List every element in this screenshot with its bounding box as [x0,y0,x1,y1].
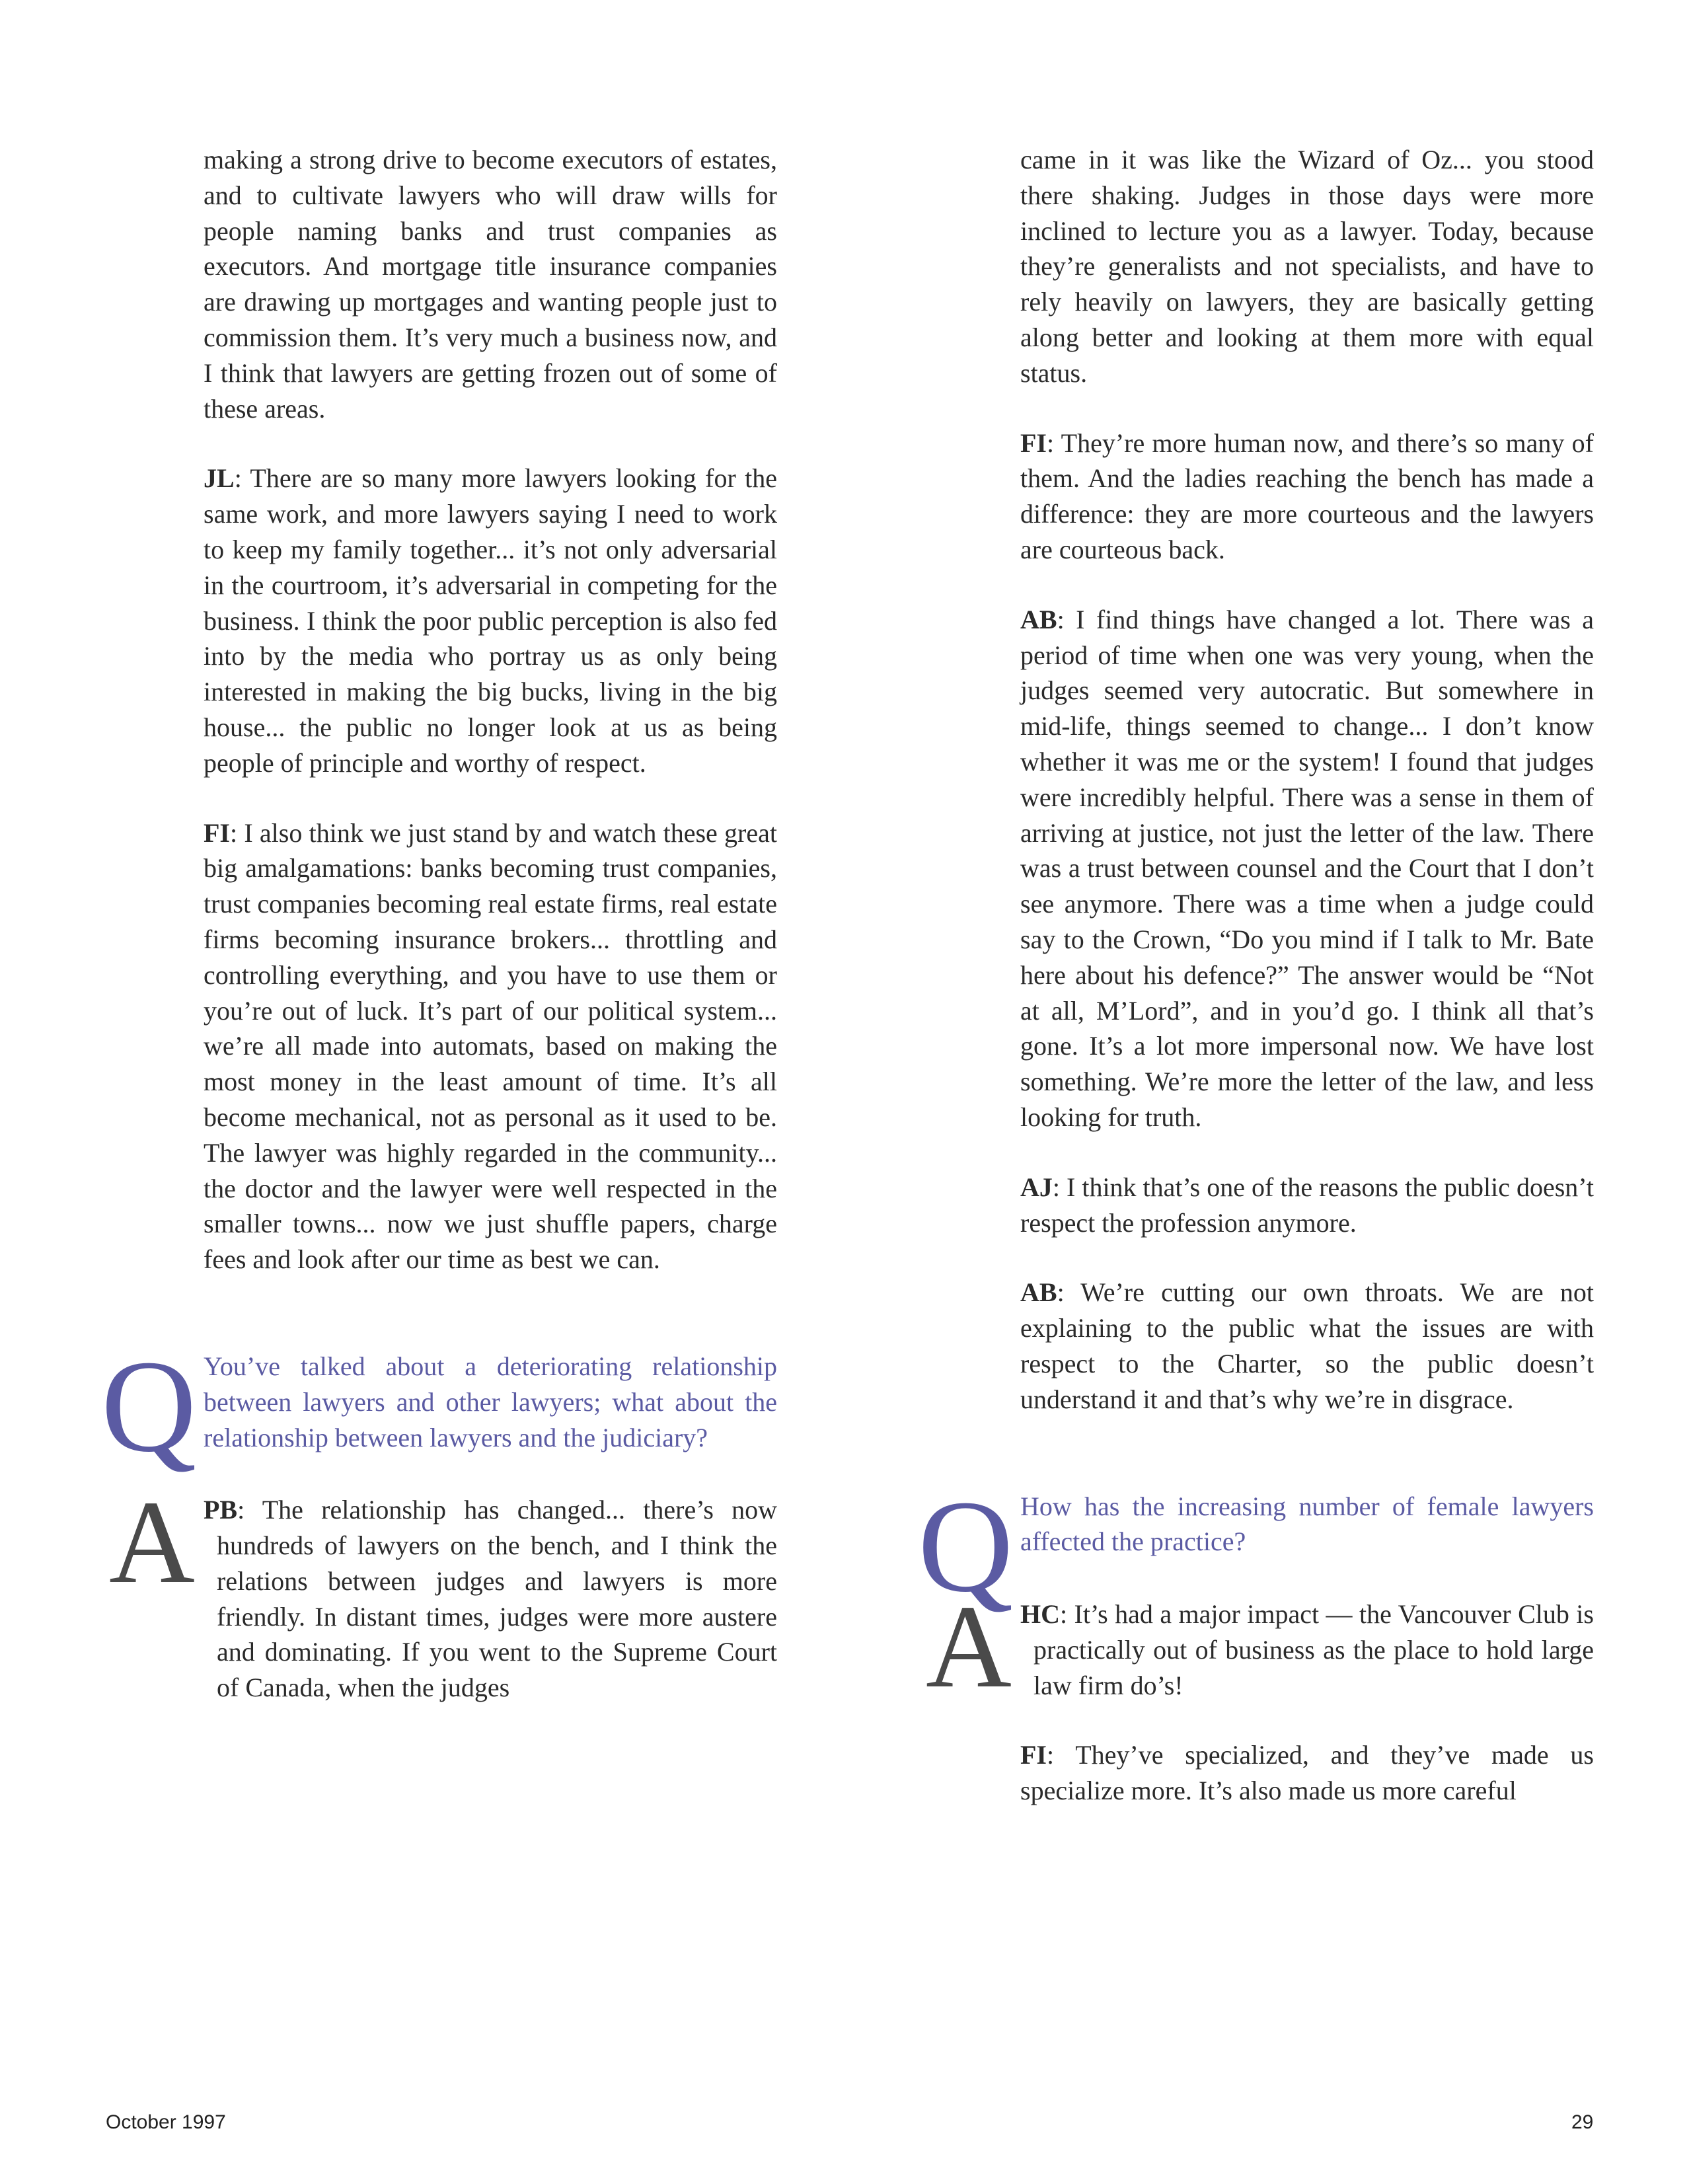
question-text: How has the increasing number of female lawyers affected the practice? [1020,1491,1594,1557]
paragraph-text: : I think that’s one of the reasons the public doesn’t respect the profession anymore. [1020,1172,1594,1238]
paragraph [1020,1737,1594,1809]
paragraph [1020,426,1594,568]
paragraph-text: : I find things have changed a lot. There was a period of time when one was very young, when the judges seemed very autocratic. But somewhere in mid-life, things seemed to change... I don’t know whether it was me or the system! I found that judges were incredibly helpful. There was a sense in them of arriving at justice, not just the letter of the law. There was a trust between counsel and the Court that I don’t see anymore. There was a time when a judge could say to the Crown, “Do you mind if I talk to Mr. Bate here about his defence?” The answer would be “Not at all, M’Lord”, and in you’d go. I think all that’s gone. It’s a lot more impersonal now. We have lost something. We’re more the letter of the law, and less looking for truth. [1020,604,1594,1132]
right-column [918,142,1594,1843]
speaker-initials: JL [204,463,235,494]
question-block [101,1333,777,1480]
answer-text [204,1492,777,1706]
speaker-initials: AJ [1020,1172,1053,1202]
paragraph-text: : I also think we just stand by and watch these great big amalgamations: banks becoming trust companies, trust companies becoming real estate firms, real estate firms becoming insurance brokers... throttling and controlling everything, and you have to use them or you’re out of luck. It’s part of our political system... we’re all made into automats, based on making the most money in the least amount of time. It’s all become mechanical, not as personal as it used to be. The lawyer was highly regarded in the community... the doctor and the lawyer were well respected in the smaller towns... now we just shuffle papers, charge fees and look after our time as best we can. [204,817,777,1275]
speaker-initials: FI [1020,428,1047,458]
speaker-initials: PB [204,1495,238,1525]
answer-block [926,1581,1594,1713]
question-text: You’ve talked about a deteriorating relationship between lawyers and other lawyers; what about the relationship between lawyers and the judiciary? [204,1351,777,1452]
paragraph [204,461,777,780]
question-drop-cap: Q [918,1473,1014,1620]
answer-text [1020,1597,1594,1703]
paragraph [204,815,777,1277]
paragraph [1020,1275,1594,1417]
speaker-initials: AB [1020,604,1057,634]
speaker-initials: FI [204,817,230,848]
paragraph: making a strong drive to become executors of estates, and to cultivate lawyers who will draw wills for people naming banks and trust companies as executors. And mortgage title insurance companies are drawing up mortgages and wanting people just to commission them. It’s very much a business now, and I think that lawyers are getting frozen out of some of these areas. [204,145,777,424]
page-number: 29 [1571,2111,1594,2133]
footer-date: October 1997 [106,2111,226,2133]
speaker-initials: HC [1020,1599,1060,1630]
paragraph-text: : They’ve specialized, and they’ve made us specialize more. It’s also made us more careful [1020,1740,1594,1806]
answer-drop-cap: A [109,1476,195,1608]
paragraph-text: : The relationship has changed... there’s now hundreds of lawyers on the bench, and I think the relations between judges and lawyers is more friendly. In distant times, judges were more austere and dominating. If you went to the Supreme Court of Canada, when the judges [217,1495,777,1703]
paragraph-text: : They’re more human now, and there’s so many of them. And the ladies reaching the bench has made a difference: they are more courteous and the lawyers are courteous back. [1020,428,1594,564]
paragraph: came in it was like the Wizard of Oz... you stood there shaking. Judges in those days were more inclined to lecture you as a lawyer. Today, because they’re generalists and not specialists, and have to rely heavily on lawyers, they are basically getting along better and looking at them more with equal status. [1020,145,1594,388]
question-drop-cap: Q [101,1333,197,1480]
paragraph-text: : There are so many more lawyers looking for the same work, and more lawyers saying I need to work to keep my family together... it’s not only adversarial in the courtroom, it’s adversarial in competing for the business. I think the poor public perception is also fed into by the media who portray us as only being interested in making the big bucks, living in the big house... the public no longer look at us as being people of principle and worthy of respect. [204,463,777,778]
paragraph-text: : It’s had a major impact — the Vancouver Club is practically out of business as the place to hold large law firm do’s! [1033,1599,1594,1700]
paragraph [1020,602,1594,1135]
speaker-initials: FI [1020,1740,1047,1770]
answer-block [109,1476,777,1706]
paragraph [1020,1170,1594,1241]
paragraph-text: : We’re cutting our own throats. We are not explaining to the public what the issues are with respect to the Charter, so the public doesn’t understand it and that’s why we’re in disgrace. [1020,1277,1594,1414]
answer-drop-cap: A [926,1581,1012,1713]
speaker-initials: AB [1020,1277,1057,1308]
left-column [101,142,777,1740]
